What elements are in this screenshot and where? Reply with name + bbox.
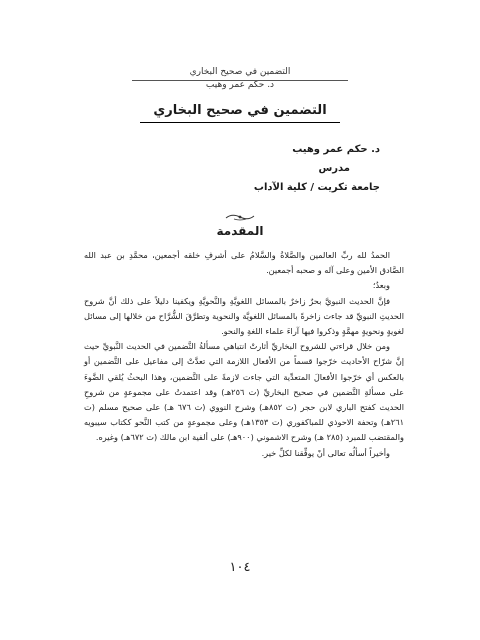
ornament-icon bbox=[224, 212, 256, 222]
paragraph: الحمدُ لله ربِّ العالمين والصَّلاةُ والسَّلامُ على أشرفِ خلقه أجمعين، محمَّدِ بن عبد الله الصَّادق الأمين وعلى آله و صحبه أجمعين. bbox=[84, 250, 404, 276]
author-affiliation: جامعة تكريت / كلية الآداب bbox=[253, 182, 380, 193]
paragraph: وبعدُ؛ bbox=[372, 280, 390, 291]
body-text bbox=[84, 248, 404, 461]
author-rank: مدرس bbox=[318, 163, 350, 174]
page-number: ١٠٤ bbox=[229, 560, 251, 575]
running-head-title: التضمين في صحيح البخاري bbox=[189, 67, 291, 77]
paragraph: وأخيراً أسألُه تعالى أنْ يوفِّقنا لكلِّ خير. bbox=[261, 447, 390, 458]
title-underline bbox=[140, 122, 340, 123]
article-title: التضمين في صحيح البخاري bbox=[153, 103, 327, 118]
paragraph: ومن خلال قراءتي للشروح البخاريِّ أثارتْ انتباهي مسألةُ التَّضمين في الحديث النَّبويِّ حيث إنَّ شرّاح الأحاديث خرّجوا قسماً من الأفعال اللازمة التي تعدَّتْ إلى مفاعيل على التَّضمين أو بالعكس أي خرّجوا الأفعالَ المتعدِّية التي جاءت لازمةً على التَّضمين، وهذا البحثُ يُلقي الضَّوءَ على مسألةِ التَّضمين في صحيح البخاريِّ (ت ٢٥٦هـ) وقد اعتمدتُ على مجموعةٍ من شروحِ الحديث كفتح الباري لابن حجر (ت ٨٥٢هـ) وشرح النووي (ت ٦٧٦ هـ) على صحيح مسلم (ت ٢٦١هـ) وتحفة الاحوذي للمباكفوري (ت ١٣٥٣هـ) وعلى مجموعةٍ من كتب النَّحو ككتاب سيبويه والمقتضب للمبرد (٢٨٥ هـ) وشرح الاشموني (٩٠٠هـ) على ألفية ابن مالك (ت ٦٧٢هـ) وغيره. bbox=[84, 341, 405, 443]
running-head bbox=[140, 66, 340, 92]
author-name: د. حكم عمر وهيب bbox=[292, 144, 380, 155]
header-rule bbox=[132, 80, 348, 81]
running-head-author: د. حكم عمر وهيب bbox=[205, 80, 275, 90]
author-block bbox=[180, 140, 380, 197]
paragraph: فإنَّ الحديث النبويَّ بحرٌ زاخرٌ بالمسائل اللغويَّةِ والنَّحويَّةِ ويكفينا دليلاً على ذلك أنَّ شروح الحديثِ النبويِّ قد جاءت زاخرةً بالمسائل اللغويَّة والنحوية وتطرَّقَ الشُّرَّاح من خلالها إلى مسائل لغويةٍ ونحويةٍ مهمَّةٍ وذكروا فيها آراءَ علماء اللغةِ والنحو. bbox=[84, 295, 404, 337]
section-heading: المقدمة bbox=[216, 224, 264, 238]
